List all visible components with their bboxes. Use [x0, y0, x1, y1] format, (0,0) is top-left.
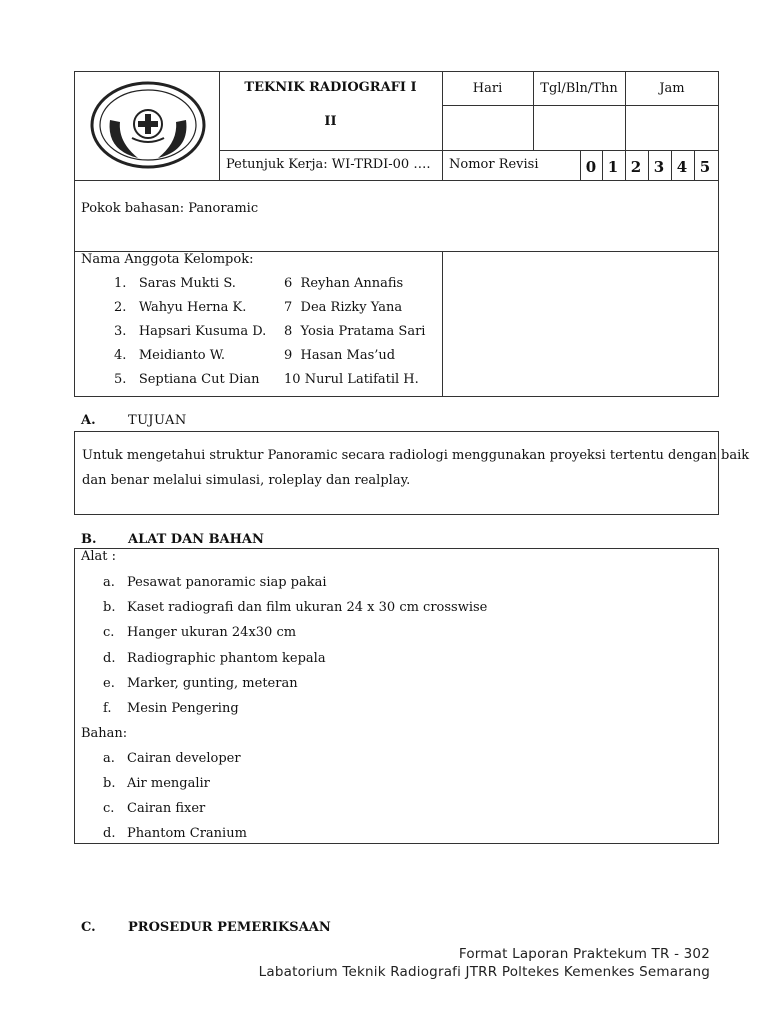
footer-line-2: Labatorium Teknik Radiografi JTRR Poltekes Kemenkes Semarang	[258, 964, 710, 980]
objective-line: Untuk mengetahui struktur Panoramic secara radiologi menggunakan proyeksi tertentu dengan baik	[82, 448, 750, 463]
member-item: 4. Meidianto W.	[114, 348, 225, 363]
list-item: b. Kaset radiografi dan film ukuran 24 x 30 cm crosswise	[103, 600, 488, 615]
revision-number: 0	[585, 158, 597, 176]
section-b-title: ALAT DAN BAHAN	[128, 532, 264, 547]
member-item: 6 Reyhan Annafis	[284, 276, 404, 291]
section-c-letter: C.	[81, 920, 96, 935]
alat-label: Alat :	[81, 549, 117, 564]
list-item: b. Air mengalir	[103, 776, 210, 791]
section-a-title: TUJUAN	[128, 413, 187, 428]
list-item: d. Phantom Cranium	[103, 826, 247, 841]
objective-line: dan benar melalui simulasi, roleplay dan realplay.	[82, 473, 411, 488]
member-item: 10 Nurul Latifatil H.	[284, 372, 419, 387]
revision-number: 2	[630, 158, 642, 176]
member-item: 8 Yosia Pratama Sari	[284, 324, 426, 339]
section-b-letter: B.	[81, 532, 97, 547]
list-item: a. Cairan developer	[103, 751, 241, 766]
equipment-box	[74, 548, 719, 844]
list-item: c. Cairan fixer	[103, 801, 206, 816]
list-item: d. Radiographic phantom kepala	[103, 651, 326, 666]
bahan-label: Bahan:	[81, 726, 128, 741]
member-item: 7 Dea Rizky Yana	[284, 300, 403, 315]
revision-number: 5	[699, 158, 711, 176]
revision-number: 3	[653, 158, 665, 176]
list-item: f. Mesin Pengering	[103, 701, 239, 716]
revision-label: Nomor Revisi	[449, 157, 539, 172]
member-item: 9 Hasan Mas’ud	[284, 348, 396, 363]
time-header: Jam	[659, 81, 685, 96]
revision-number: 4	[676, 158, 688, 176]
list-item: c. Hanger ukuran 24x30 cm	[103, 625, 297, 640]
members-label: Nama Anggota Kelompok:	[81, 252, 254, 267]
section-c-title: PROSEDUR PEMERIKSAAN	[128, 920, 331, 935]
date-header: Tgl/Bln/Thn	[540, 81, 618, 96]
course-title: TEKNIK RADIOGRAFI I	[244, 80, 417, 95]
topic-box	[74, 180, 719, 252]
footer-line-1: Format Laporan Praktekum TR - 302	[458, 946, 710, 962]
member-item: 2. Wahyu Herna K.	[114, 300, 247, 315]
member-item: 1. Saras Mukti S.	[114, 276, 236, 291]
work-instruction: Petunjuk Kerja: WI-TRDI-00 ….	[226, 157, 431, 172]
member-item: 3. Hapsari Kusuma D.	[114, 324, 267, 339]
topic-text: Pokok bahasan: Panoramic	[81, 201, 259, 216]
list-item: a. Pesawat panoramic siap pakai	[103, 575, 327, 590]
school-logo	[88, 80, 208, 170]
course-subtitle: II	[324, 114, 337, 129]
revision-number: 1	[607, 158, 619, 176]
section-a-letter: A.	[81, 413, 96, 428]
member-item: 5. Septiana Cut Dian	[114, 372, 260, 387]
list-item: e. Marker, gunting, meteran	[103, 676, 298, 691]
day-header: Hari	[472, 81, 503, 96]
